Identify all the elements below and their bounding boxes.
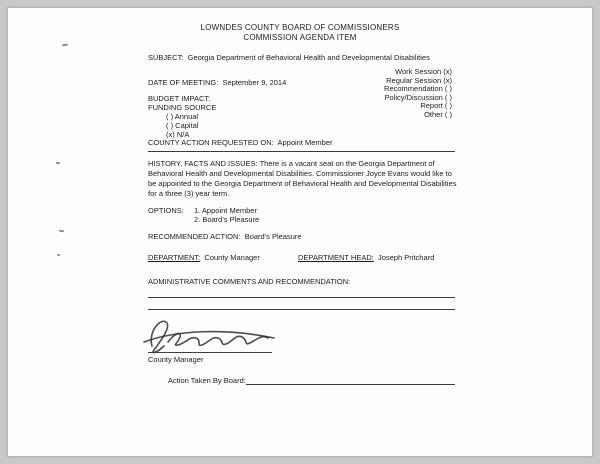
page-subtitle: COMMISSION AGENDA ITEM <box>243 33 357 42</box>
signature-scribble <box>140 310 282 358</box>
recommended-value: Board's Pleasure <box>244 232 302 241</box>
options-label: OPTIONS: <box>148 206 184 215</box>
scan-artifact <box>59 230 64 233</box>
session-checklist <box>384 68 452 119</box>
department-row <box>148 253 260 262</box>
scan-artifact <box>57 254 60 256</box>
signature-line <box>148 352 272 353</box>
history-paragraph <box>148 159 462 199</box>
history-label: HISTORY, FACTS AND ISSUES: <box>148 159 258 168</box>
meeting-value: September 9, 2014 <box>222 78 287 87</box>
session-item: Report ( ) <box>420 101 452 110</box>
session-item: Work Session (x) <box>395 67 452 76</box>
department-label: DEPARTMENT: <box>148 253 201 262</box>
funding-option: ( ) Capital <box>166 121 199 130</box>
signature-title: County Manager <box>148 355 204 364</box>
recommended-row <box>148 232 302 241</box>
meeting-label: DATE OF MEETING: <box>148 78 219 87</box>
meeting-row <box>148 78 286 87</box>
department-head-row <box>298 253 434 262</box>
county-action-value: Appoint Member <box>277 138 333 147</box>
funding-option: (x) N/A <box>166 130 190 139</box>
page-title: LOWNDES COUNTY BOARD OF COMMISSIONERS <box>200 23 400 32</box>
option-item: 1. Appoint Member <box>194 206 257 215</box>
subject-value: Georgia Department of Behavioral Health and Developmental Disabilities <box>187 53 430 62</box>
option-item: 2. Board's Pleasure <box>194 215 260 224</box>
department-head-label: DEPARTMENT HEAD: <box>298 253 374 262</box>
department-head-value: Joseph Pritchard <box>378 253 435 262</box>
comment-line <box>148 297 455 298</box>
department-value: County Manager <box>204 253 260 262</box>
admin-comments-heading: ADMINISTRATIVE COMMENTS AND RECOMMENDATION: <box>148 277 351 286</box>
subject-row <box>148 53 430 62</box>
funding-source-label: FUNDING SOURCE <box>148 103 217 112</box>
session-item: Recommendation ( ) <box>384 84 452 93</box>
options-list <box>194 206 259 224</box>
recommended-label: RECOMMENDED ACTION: <box>148 232 241 241</box>
funding-options <box>166 112 199 139</box>
county-action-label: COUNTY ACTION REQUESTED ON: <box>148 138 274 147</box>
county-action-row <box>148 138 455 152</box>
scan-artifact <box>56 162 60 164</box>
session-item: Regular Session (x) <box>386 75 452 85</box>
action-taken-row <box>168 376 455 385</box>
funding-option: ( ) Annual <box>166 112 199 121</box>
subject-label: SUBJECT: <box>148 53 184 62</box>
action-taken-label: Action Taken By Board: <box>168 376 246 385</box>
session-item: Policy/Discussion ( ) <box>384 92 452 102</box>
history-text: There is a vacant seat on the Georgia Department of Behavioral Health and Developmental Disabilities. Commissioner Joyce Evans would like to be appointed to the Georgia Department of Behavioral Health and Developmental Disabilities for a three (3) year term. <box>148 159 457 198</box>
budget-impact-label: BUDGET IMPACT: <box>148 94 211 103</box>
action-taken-line <box>246 376 455 385</box>
session-item: Other ( ) <box>424 109 452 119</box>
scan-artifact <box>62 44 68 47</box>
document-page <box>8 8 592 456</box>
